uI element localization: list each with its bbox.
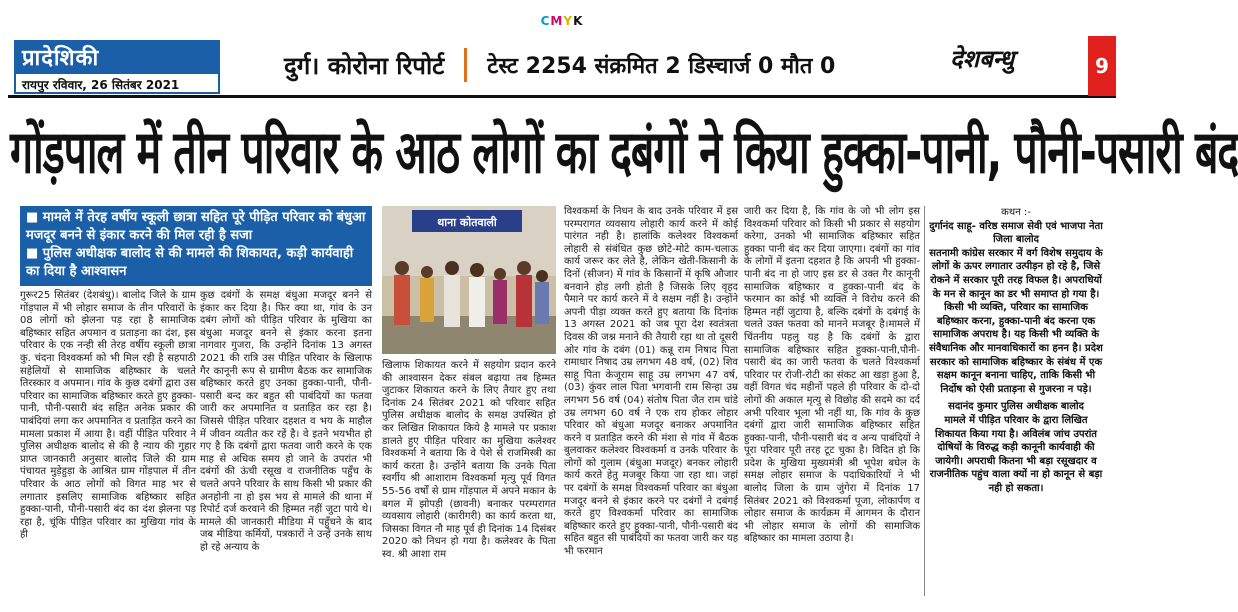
- article-column-2: कुछ दबंगों के समक्ष बंधुआ मजदूर बनने से इंकार कर दिया है। फिर क्या था, गांव के उन दबंग लोगों को पीड़ित परिवार के मुखिया का बंधुआ मजदूर बनने से इंकार करना इतना नागवार गुजरा, कि उन्होंने दिनांक 13 अगस्त 2021 की रात्रि उस पीड़ित परिवार के खिलाफ गैर कानूनी रूप से ग्रामीण बैठक कर सामाजिक बहिष्कार करते हुए उनका हुक्का-पानी, पौनी-पसारी बन्द कर बहुत सी पाबंदियों का फतवा जारी कर अपमानित व प्रताड़ित कर रहा है। जिससे पीड़ित परिवार दहशत व भय के माहौल में जीवन व्यतीत कर रहें है। वे इतने भयभीत हो गए है कि दबंगों द्वारा फतवा जारी करने के एक माह से अधिक समय हो जाने के उपरांत भी दबंगों की ऊंची रसूख व राजनीतिक पहुँच के चलते अपने परिवार के साथ किसी भी प्रकार की अनहोनी ना हो इस भय से मामले की थाना में रिपोर्ट दर्ज करवाने की हिम्मत नहीं जुटा पाये थे। मामले की जानकारी मीडिया में पहुँचने के बाद जब मीडिया कर्मियों, पत्रकारों ने उन्हें उनके साथ हो रहे अन्याय के: [200, 290, 372, 553]
- story-deck: [20, 206, 372, 286]
- mark-y: Y: [563, 14, 574, 28]
- speaker-1: दुर्गानंद साहू- वरिष्ठ समाज सेवी एवं भाजपा नेता जिला बालोद: [929, 220, 1103, 246]
- page-number: 9: [1088, 36, 1116, 96]
- deck-line-2: ■ पुलिस अधीक्षक बालोद से की मामले की शिकायत, कड़ी कार्यवाही का दिया है आश्वासन: [26, 246, 354, 279]
- section-label-box: [14, 40, 220, 94]
- quote-2: मामले में पीड़ित परिवार के द्वारा लिखित शिकायत किया गया है। अविलंब जांच उपरांत दोषियों के विरुद्ध कड़ी कानूनी कार्यवाही की जायेगी। अपराधी कितना भी बड़ा रसूखदार व राजनीतिक पहुंच वाला क्यों ना हो कानून से बड़ा नही हो सकता।: [929, 414, 1103, 494]
- print-registration-marks: [0, 14, 1124, 28]
- mark-m: M: [550, 14, 564, 28]
- sidebar-intro: कथन :-: [1001, 207, 1031, 218]
- dateline: रायपुर रविवार, 26 सितंबर 2021: [14, 72, 220, 94]
- statements-sidebar: [928, 206, 1104, 602]
- photo-illustration: [382, 206, 556, 354]
- mark-k: K: [573, 14, 584, 28]
- quote-1: सतनामी कांग्रेस सरकार में वर्ग विशेष समुदाय के लोगों के ऊपर लगातार उत्पीड़न हो रहे है, जिसे रोकने में सरकार पूरी तरह विफल है। अपराधियों के मन से कानून का डर भी समाप्त हो गया है। किसी भी व्यक्ति, परिवार का सामाजिक बहिष्कार करना, हुक्का-पानी बंद करना एक सामाजिक अपराध है। यह किसी भी व्यक्ति के संवैधानिक और मानवाधिकारों का हनन है। प्रदेश सरकार को सामाजिक बहिष्कार के संबंध में एक सक्षम कानून बनाना चाहिए, ताकि किसी भी निर्दोष को ऐसी प्रताड़ना से गुजरना न पड़े।: [929, 247, 1103, 395]
- article-column-5: जारी कर दिया है, कि गांव के जो भी लोग इस विश्वकर्मा परिवार को किसी भी प्रकार से सहयोग करेगा, उनको भी सामाजिक बहिष्कार सहित हुक्का पानी बंद कर दिया जाएगा। दबंगों का गांव के लोगों में इतना दहशत है कि अपनी भी हुक्का-पानी बंद ना हो जाए इस डर से उक्त गैर कानूनी सामाजिक बहिष्कार व हुक्का-पानी बंद के फरमान का कोई भी व्यक्ति ने विरोध करने की हिम्मत नहीं जुटाया है, बल्कि दबंगों के दबंगई के चलते उक्त फतवा को मानने मजबूर है।मामले में चिंतनीय पहलु यह है कि दबंगों के द्वारा सामाजिक बहिष्कार सहित हुक्का-पानी,पौनी-पसारी बंद का जारी फतवा के चलते विश्वकर्मा परिवार पर रोजी-रोटी का संकट आ खड़ा हुआ है, वहीं विगत चंद महीनों पहले ही परिवार के दो-दो लोगों की अकाल मृत्यु से विछोह की सदमे का दर्द अभी परिवार भूला भी नहीं था, कि गांव के कुछ दबंगों द्वारा जारी सामाजिक बहिष्कार सहित हुक्का-पानी, पौनी-पसारी बंद व अन्य पाबंदियों ने पूरा परिवार पूरी तरह टूट चुका है। विदित हो कि प्रदेश के मुखिया मुख्यमंत्री श्री भूपेश बघेल के समक्ष लोहार समाज के पदाधिकारियों ने भी बालोद जिला के ग्राम जुंगेरा में दिनांक 17 सितंबर 2021 को विश्वकर्मा पूजा, लोकार्पण व लोहार समाज के कार्यक्रम में आगमन के दौरान भी लोहार समाज के लोगों की सामाजिक बहिष्कार का मामला उठाया है।: [744, 206, 920, 545]
- section-title: प्रादेशिकी: [22, 45, 100, 71]
- report-place: दुर्ग। कोरोना रिपोर्ट: [284, 51, 445, 80]
- mark-c: C: [540, 14, 551, 28]
- newspaper-logo: देशबन्धु: [950, 44, 1015, 73]
- corona-stats: टेस्ट 2254 संक्रमित 2 डिस्चार्ज 0 मौत 0: [487, 54, 836, 79]
- sidebar-divider: [924, 206, 925, 596]
- header-separator: [464, 48, 467, 82]
- page-headline: गोंड़पाल में तीन परिवार के आठ लोगों का दबंगों ने किया हुक्का-पानी, पौनी-पसारी बंद: [10, 117, 1238, 187]
- corona-report-bar: [236, 42, 926, 88]
- deck-line-1: ■ मामले में तेरह वर्षीय स्कूली छात्रा सहित पूरे पीड़ित परिवार को बंधुआ मजदूर बनने से इंकार करने की मिल रही है सजा: [26, 210, 366, 243]
- article-column-1: गुरूर25 सितंबर (देशबंधु)। बालोद जिले के ग्राम गोंड़पाल में भी लोहार समाज के तीन परिवारों के 08 लोगों को झेलना पड़ रहा है सामाजिक बहिष्कार सहित अपमान व प्रताड़ना का दंश, इस परिवार के एक नन्ही सी तेरह वर्षीय स्कूली छात्रा कु. चंदना विश्वकर्मा को भी मिल रही है सहपाठी सहेलियों से सामाजिक बहिष्कार के चलते तिरस्कार व अपमान। गांव के कुछ दबंगों द्वारा उस परिवार का सामाजिक बहिष्कार करते हुए हुक्का-पानी, पौनी-पसारी बंद सहित अनेक प्रकार की पाबंदियां लगा कर अपमानित व प्रताड़ित करने का मामला प्रकाश में आया है। वहीं पीड़ित परिवार ने पुलिस अधीक्षक बालोद से की है न्याय की गुहार प्राप्त जानकारी अनुसार बालोद जिले की ग्राम पंचायत मुड़ेहुड़ा के आश्रित ग्राम गोंड़पाल में तीन परिवार के आठ लोगों को विगत माह भर से लगातार इसलिए सामाजिक बहिष्कार सहित हुक्का-पानी, पौनी-पसारी बंद का दंश झेलना पड़ रहा है, चूंकि पीड़ित परिवार का मुखिया गांव के ही: [20, 290, 196, 541]
- speaker-2: सदानंद कुमार पुलिस अधीक्षक बालोद: [948, 401, 1084, 413]
- masthead: [8, 36, 1116, 98]
- article-column-4: विश्वकर्मा के निधन के बाद उनके परिवार में इस परम्परागत व्यवसाय लोहारी कार्य करने में कोई पारंगत नही है। हालांकि कलेश्वर विश्वकर्मा लोहारी से संबंधित कुछ छोटे-मोटे काम-चलाऊ कार्य जरूर कर लेते है, लेकिन खेती-किसानी के दिनों (सीजन) में गांव के किसानों में कृषि औजार बनवाने होड़ लगी होती है जिसके लिए वृहद पैमाने पर कार्य करने में वे सक्षम नहीं है। उन्होंने अपनी पीड़ा व्यक्त करते हुए बताया कि दिनांक 13 अगस्त 2021 को जब पूरा देश स्वतंत्रता दिवस की जश्न मनाने की तैयारी रहा था तो दूसरी ओर गांव के दबंग (01) कन्नू राम निषाद पिता रामाधार निषाद उम्र लगभग 48 वर्ष, (02) शिव साहू पिता केजूराम साहू उम्र लगभग 47 वर्ष, (03) कुंवर लाल पिता भगवानी राम सिन्हा उम्र लगभग 56 वर्ष (04) संतोष पिता जैत राम चांडे उम्र लगभग 60 वर्ष ने एक राय होकर लोहार परिवार को बंधुआ मजदूर बनाकर अपमानित करने व प्रताड़ित करने की मंशा से गांव में बैठक बुलवाकर कलेश्वर विश्वकर्मा व उनके परिवार के लोगों को गुलाम (बंधुआ मजदूर) बनकर लोहारी कार्य करते हेतु मजबूर किया जा रहा था। जहां पर दबंगों के समक्ष विश्वकर्मा परिवार का बंधुआ मजदूर बनने से इंकार करने पर दबंगों ने दबंगई करते हुए विश्वकर्मा परिवार का सामाजिक बहिष्कार करते हुए हुक्का-पानी, पौनी-पसारी बंद सहित बहुत सी पाबंदियों का फतवा जारी कर यह भी फरमान: [564, 206, 738, 558]
- article-column-3: खिलाफ शिकायत करने में सहयोग प्रदान करने की आश्वासन देकर संबल बढ़ाया तब हिम्मत जुटाकर शिकायत करने के लिए तैयार हुए तथा दिनांक 24 सितंबर 2021 को परिवार सहित पुलिस अधीक्षक बालोद के समक्ष उपस्थित हो कर लिखित शिकायत किये है मामले पर प्रकाश डालते हुए पीड़ित परिवार का मुखिया कलेश्वर विश्वकर्मा ने बताया कि वे पेशे से राजमिस्त्री का कार्य करता है। उन्होंने बताया कि उनके पिता स्वर्गीय श्री आशाराम विश्वकर्मा मृत्यु पूर्व विगत 55-56 वर्षों से ग्राम गोंड़पाल में अपने मकान के बगल में झोपड़ी (छावनी) बनाकर परम्परागत व्यवसाय लोहारी (कारीगरी) का कार्य करता था, जिसका विगत नौ माह पूर्व ही दिनांक 14 दिसंबर 2020 को निधन हो गया है। कलेश्वर के पिता स्व. श्री आशा राम: [382, 360, 557, 560]
- police-station-sign: थाना कोतवाली: [437, 216, 497, 229]
- news-photo: [382, 206, 556, 354]
